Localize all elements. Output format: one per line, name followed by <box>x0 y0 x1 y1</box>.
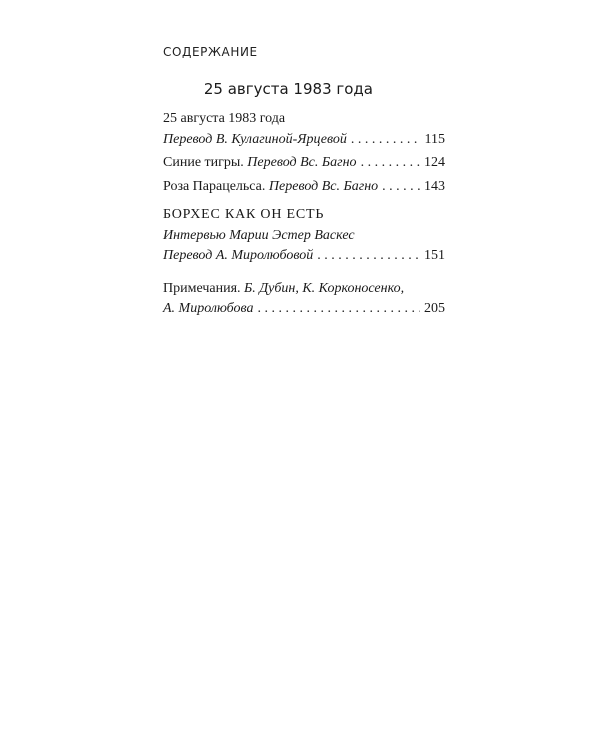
toc-entry-page: 115 <box>424 131 445 147</box>
toc-entry-authors: А. Миролюбова <box>163 301 254 316</box>
toc-entry-translator-line <box>163 130 445 151</box>
toc-entry-authors: Б. Дубин, К. Корконосенко, <box>244 280 405 296</box>
toc-entry-page: 205 <box>424 301 445 316</box>
toc-entry <box>163 205 445 267</box>
toc-entry-title: БОРХЕС КАК ОН ЕСТЬ <box>163 207 325 222</box>
toc-entry-title: Примечания. <box>163 280 241 296</box>
toc-entry-page: 151 <box>424 248 445 263</box>
leader-dots <box>351 130 421 151</box>
toc-entry-translator: Перевод Вс. Багно <box>247 155 357 170</box>
toc-entry <box>163 279 445 320</box>
toc-entry <box>163 109 445 150</box>
toc-entry <box>163 177 445 198</box>
toc-entry-translator: Перевод Вс. Багно <box>268 178 379 194</box>
toc-entry-translator: Перевод В. Кулагиной-Ярцевой <box>163 131 347 147</box>
section-title-text: 25 августа 1983 года <box>203 80 373 98</box>
section-title <box>0 80 534 98</box>
leader-dots <box>382 177 420 198</box>
leader-dots <box>317 246 420 267</box>
table-of-contents <box>163 109 445 320</box>
toc-entry-page: 124 <box>424 155 445 170</box>
leader-dots <box>258 299 421 320</box>
toc-entry <box>163 153 445 174</box>
toc-entry-title: Роза Парацельса. <box>163 178 266 194</box>
toc-entry-title: Синие тигры. <box>163 155 244 170</box>
toc-entry-subtitle: Интервью Марии Эстер Васкес <box>163 227 355 243</box>
toc-entry-page: 143 <box>424 178 445 194</box>
toc-entry-title: 25 августа 1983 года <box>163 111 286 126</box>
toc-entry-title-line <box>163 109 445 130</box>
leader-dots <box>361 153 420 174</box>
running-head: СОДЕРЖАНИЕ <box>163 45 258 59</box>
toc-entry-translator: Перевод А. Миролюбовой <box>163 248 314 263</box>
